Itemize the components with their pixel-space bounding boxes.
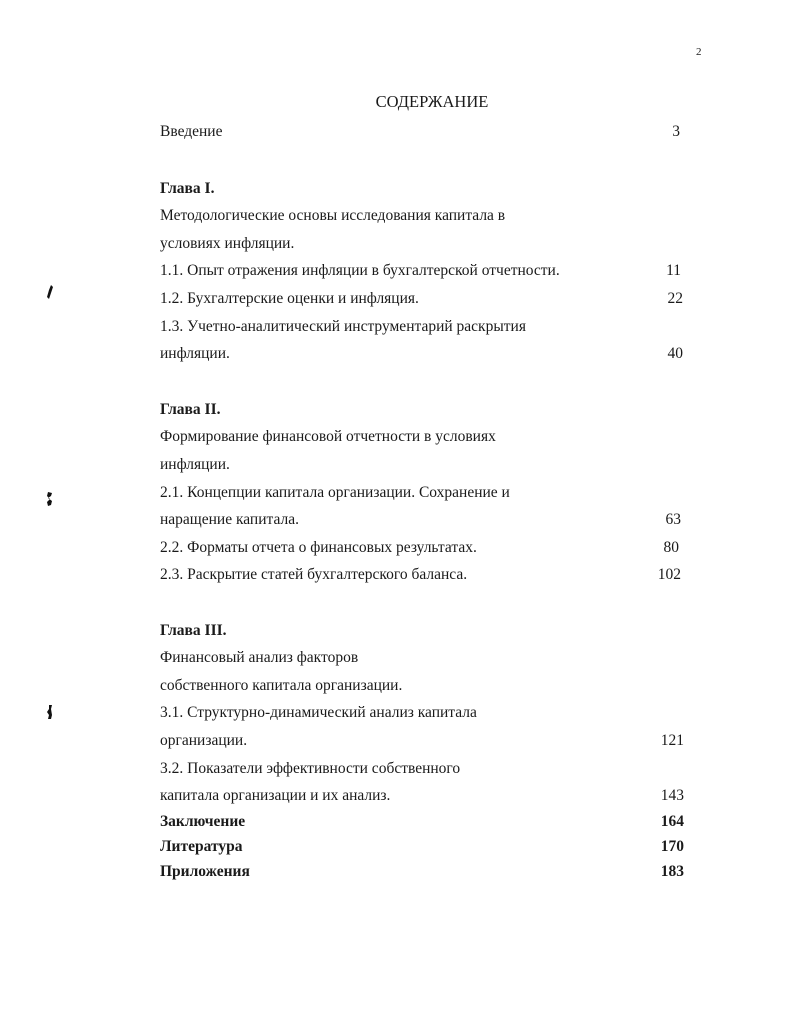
page-title: СОДЕРЖАНИЕ xyxy=(375,92,489,111)
toc-conclusion-label: Заключение xyxy=(160,813,246,830)
binding-mark-3 xyxy=(46,704,54,720)
toc-2-2-label: 2.2. Форматы отчета о финансовых результатах. xyxy=(160,539,477,556)
toc-3-1-page: 121 xyxy=(660,732,684,749)
chapter3-title-line1: Финансовый анализ факторов xyxy=(160,649,359,666)
toc-3-2-line1: 3.2. Показатели эффективности собственного xyxy=(160,760,461,777)
page-number: 2 xyxy=(696,46,702,58)
toc-2-1-line1: 2.1. Концепции капитала организации. Сохранение и xyxy=(160,484,510,501)
chapter1-title-line2: условиях инфляции. xyxy=(160,235,295,252)
binding-mark-2 xyxy=(46,491,54,507)
chapter3-title-line2: собственного капитала организации. xyxy=(160,677,403,694)
toc-appendices-page: 183 xyxy=(660,863,684,880)
toc-1-3-line1: 1.3. Учетно-аналитический инструментарий раскрытия xyxy=(160,318,526,335)
chapter2-heading: Глава II. xyxy=(160,401,221,418)
toc-2-1-line2: наращение капитала. xyxy=(160,511,299,528)
toc-1-2-label: 1.2. Бухгалтерские оценки и инфляция. xyxy=(160,290,419,307)
toc-1-1-label: 1.1. Опыт отражения инфляции в бухгалтерской отчетности. xyxy=(160,262,560,279)
toc-2-3-label: 2.3. Раскрытие статей бухгалтерского баланса. xyxy=(160,566,468,583)
toc-literature-label: Литература xyxy=(160,838,243,855)
toc-literature-page: 170 xyxy=(660,838,684,855)
toc-3-1-line1: 3.1. Структурно-динамический анализ капитала xyxy=(160,704,477,721)
toc-1-3-line2: инфляции. xyxy=(160,345,230,362)
toc-3-2-page: 143 xyxy=(660,787,684,804)
toc-1-2-page: 22 xyxy=(667,290,683,307)
toc-2-3-page: 102 xyxy=(657,566,681,583)
chapter1-heading: Глава I. xyxy=(160,180,215,197)
toc-conclusion-page: 164 xyxy=(660,813,684,830)
toc-3-2-line2: капитала организации и их анализ. xyxy=(160,787,391,804)
toc-intro-label: Введение xyxy=(160,123,223,140)
toc-intro-page: 3 xyxy=(672,123,680,140)
chapter2-title-line1: Формирование финансовой отчетности в условиях xyxy=(160,428,496,445)
toc-appendices-label: Приложения xyxy=(160,863,250,880)
toc-1-3-page: 40 xyxy=(667,345,683,362)
toc-3-1-line2: организации. xyxy=(160,732,248,749)
toc-2-2-page: 80 xyxy=(663,539,679,556)
binding-mark-1 xyxy=(46,284,54,300)
chapter3-heading: Глава III. xyxy=(160,622,227,639)
chapter1-title-line1: Методологические основы исследования капитала в xyxy=(160,207,506,224)
chapter2-title-line2: инфляции. xyxy=(160,456,230,473)
toc-1-1-page: 11 xyxy=(666,262,681,279)
toc-2-1-page: 63 xyxy=(665,511,681,528)
